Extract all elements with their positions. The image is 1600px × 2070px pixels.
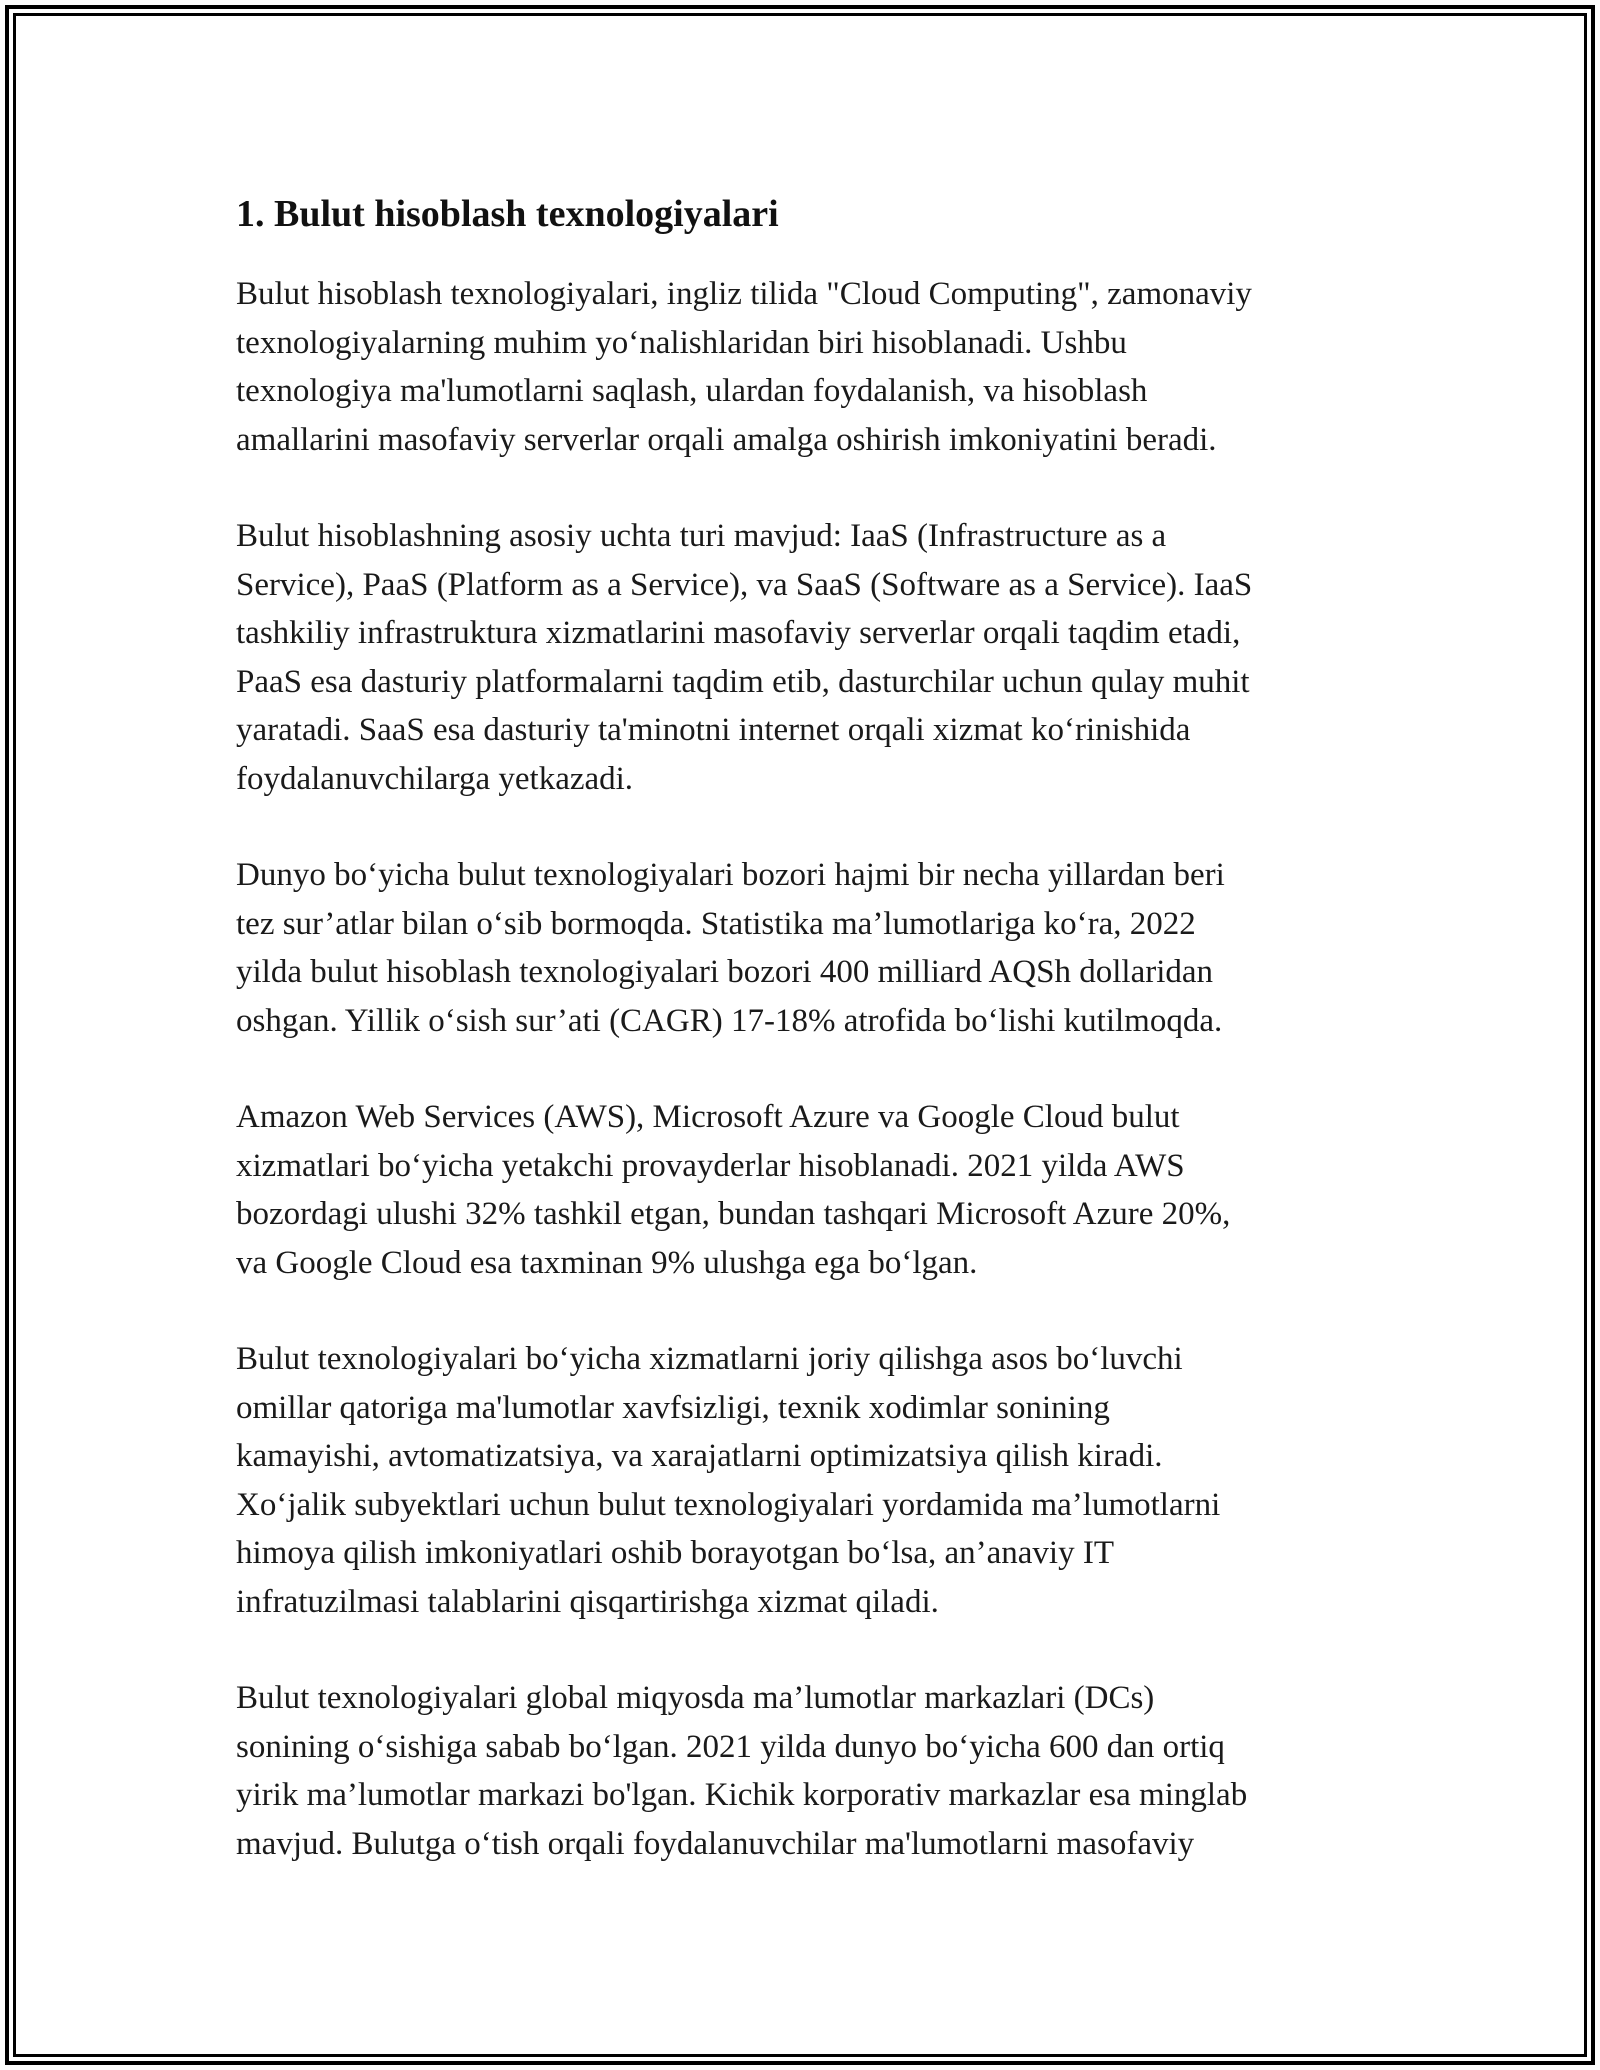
text-line: yaratadi. SaaS esa dasturiy ta'minotni internet orqali xizmat ko‘rinishida <box>236 712 1191 748</box>
text-line: himoya qilish imkoniyatlari oshib borayotgan bo‘lsa, an’anaviy IT <box>236 1535 1114 1571</box>
paragraph-providers <box>236 1093 1386 1287</box>
text-line: Xo‘jalik subyektlari uchun bulut texnologiyalari yordamida ma’lumotlarni <box>236 1486 1221 1523</box>
text-line: infratuzilmasi talablarini qisqartirishga xizmat qiladi. <box>236 1583 939 1620</box>
text-line: va Google Cloud esa taxminan 9% ulushga ega bo‘lgan. <box>236 1244 978 1281</box>
text-line: texnologiya ma'lumotlarni saqlash, ulardan foydalanish, va hisoblash <box>236 373 1148 409</box>
text-line: Bulut texnologiyalari global miqyosda ma’lumotlar markazlari (DCs) <box>236 1680 1155 1716</box>
paragraph-adoption-factors <box>236 1335 1386 1626</box>
text-line: Dunyo bo‘yicha bulut texnologiyalari bozori hajmi bir necha yillardan beri <box>236 857 1225 893</box>
text-line: xizmatlari bo‘yicha yetakchi provayderlar hisoblanadi. 2021 yilda AWS <box>236 1147 1185 1184</box>
text-line: Amazon Web Services (AWS), Microsoft Azure va Google Cloud bulut <box>236 1099 1180 1135</box>
text-line: Bulut texnologiyalari bo‘yicha xizmatlarni joriy qilishga asos bo‘luvchi <box>236 1341 1183 1377</box>
paragraph-service-types <box>236 512 1386 803</box>
text-line: Bulut hisoblashning asosiy uchta turi mavjud: IaaS (Infrastructure as a <box>236 518 1167 554</box>
text-line: amallarini masofaviy serverlar orqali amalga oshirish imkoniyatini beradi. <box>236 421 1217 458</box>
text-line: mavjud. Bulutga o‘tish orqali foydalanuvchilar ma'lumotlarni masofaviy <box>236 1825 1195 1862</box>
text-line: tez sur’atlar bilan o‘sib bormoqda. Statistika ma’lumotlariga ko‘ra, 2022 <box>236 905 1196 942</box>
document-body <box>236 186 1386 1916</box>
text-line: yirik ma’lumotlar markazi bo'lgan. Kichik korporativ markazlar esa minglab <box>236 1777 1248 1813</box>
text-line: oshgan. Yillik o‘sish sur’ati (CAGR) 17-18% atrofida bo‘lishi kutilmoqda. <box>236 1002 1223 1039</box>
text-line: bozordagi ulushi 32% tashkil etgan, bundan tashqari Microsoft Azure 20%, <box>236 1196 1231 1232</box>
text-line: PaaS esa dasturiy platformalarni taqdim etib, dasturchilar uchun qulay muhit <box>236 663 1250 700</box>
text-line: texnologiyalarning muhim yo‘nalishlaridan biri hisoblanadi. Ushbu <box>236 324 1127 361</box>
paragraph-market-size <box>236 851 1386 1045</box>
section-heading: 1. Bulut hisoblash texnologiyalari <box>236 193 779 235</box>
paragraph-data-centers <box>236 1674 1386 1868</box>
text-line: Service), PaaS (Platform as a Service), va SaaS (Software as a Service). IaaS <box>236 566 1253 603</box>
text-line: sonining o‘sishiga sabab bo‘lgan. 2021 yilda dunyo bo‘yicha 600 dan ortiq <box>236 1728 1225 1765</box>
text-line: Bulut hisoblash texnologiyalari, ingliz tilida "Cloud Computing", zamonaviy <box>236 276 1252 312</box>
text-line: kamayishi, avtomatizatsiya, va xarajatlarni optimizatsiya qilish kiradi. <box>236 1438 1163 1474</box>
text-line: omillar qatoriga ma'lumotlar xavfsizligi, texnik xodimlar sonining <box>236 1389 1110 1426</box>
paragraph-intro <box>236 270 1386 464</box>
text-line: tashkiliy infrastruktura xizmatlarini masofaviy serverlar orqali taqdim etadi, <box>236 615 1241 651</box>
text-line: foydalanuvchilarga yetkazadi. <box>236 760 634 797</box>
text-line: yilda bulut hisoblash texnologiyalari bozori 400 milliard AQSh dollaridan <box>236 954 1214 990</box>
